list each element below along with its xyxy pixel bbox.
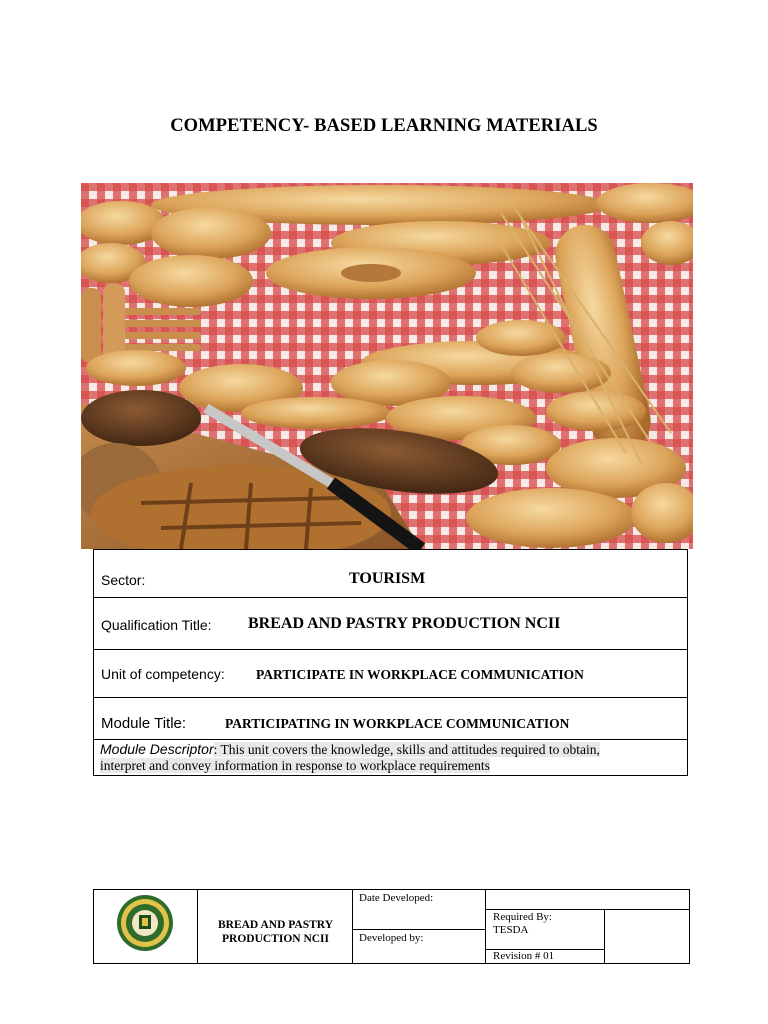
footer-qualification-line1: BREAD AND PASTRY <box>217 919 334 931</box>
module-row <box>94 698 687 740</box>
descriptor-text <box>100 741 600 774</box>
required-by-value: TESDA <box>493 924 529 936</box>
footer-required-cell <box>486 890 689 963</box>
descriptor-label: Module Descriptor <box>100 741 214 757</box>
revision-number: Revision # 01 <box>493 950 555 962</box>
tesda-seal-icon <box>116 894 174 952</box>
qualification-label: Qualification Title: <box>101 617 212 633</box>
logo-cell <box>94 890 198 963</box>
sector-value: TOURISM <box>349 570 426 587</box>
module-value: PARTICIPATING IN WORKPLACE COMMUNICATION <box>225 716 570 731</box>
qualification-value: BREAD AND PASTRY PRODUCTION NCII <box>248 615 561 632</box>
unit-row <box>94 650 687 698</box>
footer-qualification-cell <box>198 890 353 963</box>
descriptor-line2: interpret and convey information in response to workplace requirements <box>100 758 490 773</box>
footer-dates-cell <box>353 890 486 963</box>
developed-by-label: Developed by: <box>359 932 424 944</box>
sector-label: Sector: <box>101 572 146 588</box>
descriptor-row <box>94 740 687 775</box>
qualification-row <box>94 598 687 650</box>
page-title: COMPETENCY- BASED LEARNING MATERIALS <box>170 116 598 136</box>
unit-value: PARTICIPATE IN WORKPLACE COMMUNICATION <box>256 667 584 682</box>
unit-label: Unit of competency: <box>101 666 225 682</box>
module-label: Module Title: <box>101 715 187 732</box>
required-by-label: Required By: <box>493 911 552 923</box>
date-developed-label: Date Developed: <box>359 892 434 904</box>
sector-row <box>94 550 687 598</box>
footer-qualification-line2: PRODUCTION NCII <box>221 933 330 945</box>
footer-table <box>93 889 690 964</box>
descriptor-line1: : This unit covers the knowledge, skills and attitudes required to obtain, <box>213 742 600 757</box>
bread-photo <box>81 183 693 549</box>
competency-info-table <box>93 549 688 776</box>
